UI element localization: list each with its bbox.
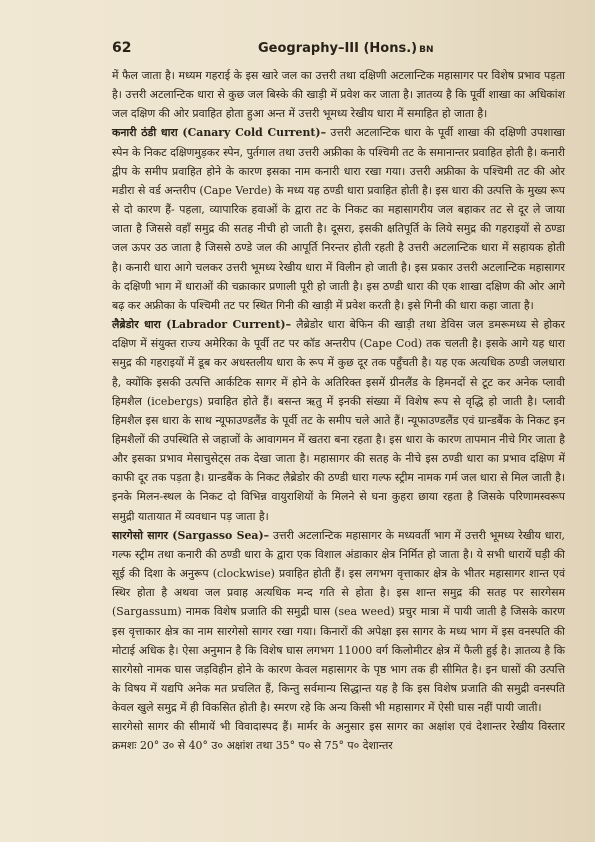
page-header [112, 40, 565, 56]
body-text [112, 66, 565, 756]
paragraph-canary-current [112, 123, 565, 315]
running-title [258, 41, 434, 56]
paragraph-text: में फैल जाता है। मध्यम गहराई के इस खारे जल का उत्तरी तथा दक्षिणी अटलान्टिक महासागर पर विशेष प्रभाव पड़ता है। उत्तरी अटलान्टिक धारा से कुछ जल बिस्के की खाड़ी में प्रवेश कर जाता है। ज्ञातव्य है कि पूर्वी शाखा का अधिकांश जल दक्षिण की ओर प्रवाहित होता हुआ अन्त में उत्तरी भूमध्य रेखीय धारा में समाहित हो जाता है। [112, 69, 565, 121]
section-title-sargasso: सारगेसो सागर (Sargasso Sea)– [112, 528, 270, 542]
paragraph-intro [112, 66, 565, 123]
paragraph-text: सारगेसो सागर की सीमायें भी विवादास्पद हैं। मार्मर के अनुसार इस सागर का अक्षांश एवं देशान्तर रेखीय विस्तार क्रमशः 20° उ० से 40° उ० अक्षांश तथा 35° प० से 75° प० देशान्तर [112, 720, 565, 753]
paragraph-sargasso-boundaries [112, 717, 565, 755]
page-number: 62 [112, 40, 132, 56]
paragraph-text: लैब्रेडोर धारा बेफिन की खाड़ी तथा डेविस जल डमरूमध्य से होकर दक्षिण में संयुक्त राज्य अमेरिका के पूर्वी तट पर कॉड अन्तरीप (Cape Cod) तक चलती है। इसके आगे यह धारा समुद्र की गहराइयों में डूब कर अधस्तलीय धारा के रूप में कुछ दूर तक पहुँचती है। यह एक अत्यधिक ठण्डी जलधारा है, क्योंकि इसकी उत्पत्ति आर्कटिक सागर में होने के अतिरिक्त इसमें ग्रीनलैंड के हिमनदों से टूट कर अनेक प्लावी हिमशैल (icebergs) प्रवाहित होते हैं। बसन्त ऋतु में इनकी संख्या में विशेष रूप से वृद्धि हो जाती है। प्लावी हिमशैल इस धारा के साथ न्यूफाउण्डलैंड के पूर्वी तट के समीप चले आते हैं। न्यूफाउण्डलैंड एवं ग्रान्डबैंक के निकट इन हिमशैलों की उपस्थिति से जहाजों के आवागमन में खतरा बना रहता है। इस धारा के कारण तापमान नीचे गिर जाता है और इसका प्रभाव मेसाचुसेट्स तक देखा जाता है। महासागर की सतह के नीचे इस ठण्डी धारा का प्रभाव दक्षिण में काफी दूर तक पड़ता है। ग्रान्डबैंक के निकट लैब्रेडोर की ठण्डी धारा गल्फ स्ट्रीम नामक गर्म जल धारा से मिल जाती है। इनके मिलन-स्थल के निकट दो विभिन्न वायुराशियों के मिलने से घना कुहरा छाया रहता है जिसके परिणामस्वरूप समुद्री यातायात में व्यवधान पड़ जाता है। [112, 318, 565, 523]
paragraph-labrador-current [112, 315, 565, 526]
paragraph-text: उत्तरी अटलान्टिक धारा के पूर्वी शाखा की दक्षिणी उपशाखा स्पेन के निकट दक्षिणमुड़कर स्पेन, पुर्तगाल तथा उत्तरी अफ्रीका के पश्चिमी तट के समानान्तर प्रवाहित होती है। कनारी द्वीप के समीप प्रवाहित होने के कारण इसका नाम कनारी धारा रखा गया। उत्तरी अफ्रीका के पश्चिमी तट की ओर मडीरा से वर्ड अन्तरीप (Cape Verde) के मध्य यह ठण्डी धारा प्रवाहित होती है। इस धारा की उत्पत्ति के मुख्य रूप से दो कारण हैं- पहला, व्यापारिक हवाओं के द्वारा तट के निकट का महासागरीय जल बहाकर तट से दूर ले जाया जाता है जिससे वहाँ समुद्र की सतह नीची हो जाती है। दूसरा, इसकी क्षतिपूर्ति के लिये समुद्र की गहराइयों से ठण्डा जल ऊपर उठ जाता है जिससे ठण्डे जल की आपूर्ति निरन्तर होती रहती है उत्तरी अटलान्टिक धारा में सहायक होती है। कनारी धारा आगे चलकर उत्तरी भूमध्य रेखीय धारा में विलीन हो जाती है। इस प्रकार उत्तरी अटलान्टिक महासागर के दक्षिणी भाग में धाराओं की चक्राकार प्रणाली पूरी हो जाती है। इस ठण्डी धारा की एक शाखा दक्षिण की ओर आगे बढ़ कर अफ्रीका के पश्चिमी तट पर स्थित गिनी की खाड़ी में प्रवेश करती है। इसे गिनी की धारा कहा जाता है। [112, 126, 566, 312]
section-title-canary: कनारी ठंडी धारा (Canary Cold Current)– [112, 126, 327, 140]
paragraph-sargasso-sea [112, 526, 565, 718]
paragraph-text: उत्तरी अटलान्टिक महासागर के मध्यवर्ती भाग में उत्तरी भूमध्य रेखीय धारा, गल्फ स्ट्रीम तथा कनारी की ठण्डी धारा के द्वारा एक विशाल अंडाकार क्षेत्र निर्मित हो जाता है। ये सभी धारायें घड़ी की सूई की दिशा के अनुरूप (clockwise) प्रवाहित होती हैं। इस लगभग वृत्ताकार क्षेत्र के भीतर महासागर शान्त एवं स्थिर होता है अथवा जल प्रवाह अत्यधिक मन्द गति से होता है। इस शान्त समुद्र की सतह पर सारगेसम (Sargassum) नामक विशेष प्रजाति की समुद्री घास (sea weed) प्रचुर मात्रा में पायी जाती है जिसके कारण इस वृत्ताकार क्षेत्र का नाम सारगेसो सागर रखा गया। किनारों की अपेक्षा इस सागर के मध्य भाग में इस वनस्पति की मोटाई अधिक है। ऐसा अनुमान है कि विशेष घास लगभग 11000 वर्ग किलोमीटर क्षेत्र में फैली हुई है। ज्ञातव्य है कि सारगेसो नामक घास जड़विहीन होने के कारण केवल महासागर के पृष्ठ भाग तक ही सीमित है। इन घासों की उत्पत्ति के विषय में यद्यपि अनेक मत प्रचलित हैं, किन्तु सर्वमान्य सिद्धान्त यह है कि इस विशेष प्रजाति की समुद्री वनस्पति केवल खुले समुद्र में ही विकसित होती है। स्मरण रहे कि अन्य किसी भी महासागर में ऐसी घास नहीं पायी जाती। [112, 528, 565, 715]
section-title-labrador: लैब्रेडोर धारा (Labrador Current)– [112, 318, 292, 332]
running-title-suffix: BN [419, 45, 434, 55]
running-title-text: Geography–III (Hons.) [258, 41, 418, 56]
